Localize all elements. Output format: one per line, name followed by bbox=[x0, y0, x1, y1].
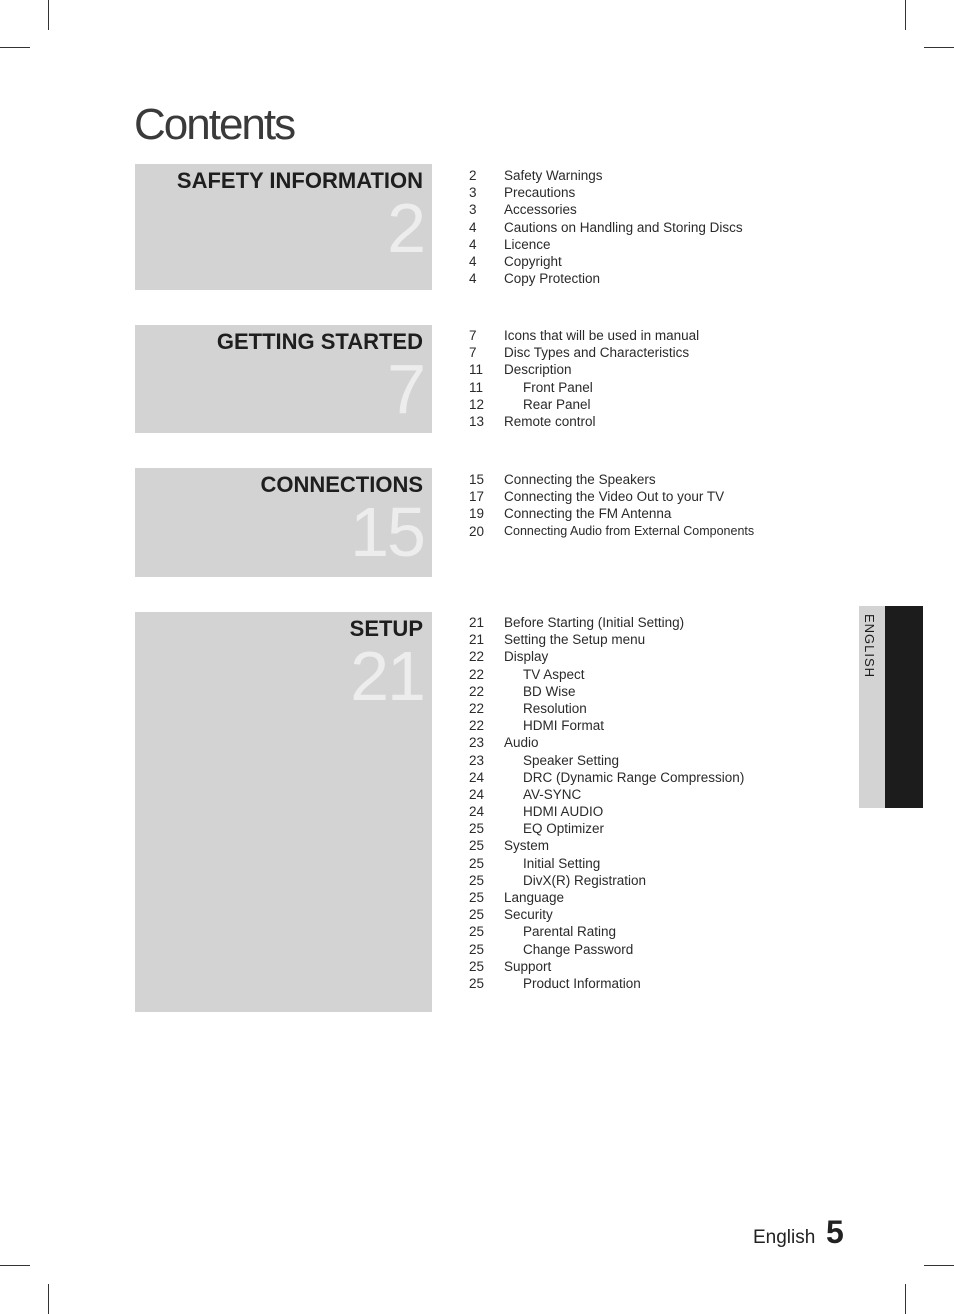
crop-mark bbox=[48, 0, 49, 30]
toc-entry bbox=[469, 413, 829, 430]
crop-mark bbox=[905, 0, 906, 30]
toc-page-number: 7 bbox=[469, 328, 477, 343]
toc-list-setup bbox=[469, 614, 829, 992]
toc-entry-label: Connecting the Speakers bbox=[504, 472, 656, 487]
toc-page-number: 3 bbox=[469, 185, 477, 201]
side-tab-label: ENGLISH bbox=[862, 614, 877, 679]
toc-entry-label: Audio bbox=[504, 735, 539, 751]
toc-entry-label: Speaker Setting bbox=[523, 752, 620, 768]
toc-entry bbox=[469, 184, 829, 201]
toc-entry-label: Before Starting (Initial Setting) bbox=[504, 615, 685, 630]
toc-entry bbox=[469, 717, 829, 734]
toc-entry-label: HDMI AUDIO bbox=[523, 804, 604, 820]
toc-page-number: 20 bbox=[469, 523, 485, 539]
toc-entry bbox=[469, 734, 829, 751]
toc-entry bbox=[469, 941, 829, 958]
toc-entry bbox=[469, 648, 829, 665]
crop-mark bbox=[924, 1265, 954, 1266]
toc-entry bbox=[469, 820, 829, 837]
toc-entry-label: Description bbox=[504, 362, 572, 378]
toc-entry-label: Accessories bbox=[504, 202, 577, 218]
toc-entry-label: Product Information bbox=[523, 975, 641, 991]
toc-page-number: 4 bbox=[469, 236, 477, 252]
toc-page-number: 25 bbox=[469, 975, 485, 991]
toc-page-number: 22 bbox=[469, 718, 485, 734]
toc-entry-label: System bbox=[504, 838, 550, 854]
toc-page-number: 21 bbox=[469, 632, 485, 648]
toc-page-number: 25 bbox=[469, 855, 485, 871]
toc-page-number: 25 bbox=[469, 872, 485, 888]
toc-page-number: 4 bbox=[469, 253, 477, 269]
toc-entry-label: Language bbox=[504, 890, 565, 905]
crop-mark bbox=[0, 47, 30, 48]
section-box-getting-started bbox=[135, 325, 432, 433]
footer-page-number: 5 bbox=[826, 1214, 844, 1250]
toc-entry bbox=[469, 614, 829, 631]
section-number: 7 bbox=[387, 350, 424, 428]
toc-page-number: 21 bbox=[469, 615, 485, 630]
section-number: 21 bbox=[350, 637, 424, 715]
toc-entry-label: Rear Panel bbox=[523, 396, 591, 412]
toc-entry-label: Licence bbox=[504, 236, 551, 252]
toc-entry-label: Remote control bbox=[504, 413, 596, 429]
toc-page-number: 25 bbox=[469, 907, 485, 923]
toc-entry bbox=[469, 666, 829, 683]
toc-entry-label: Connecting the FM Antenna bbox=[504, 506, 672, 522]
toc-entry bbox=[469, 344, 829, 361]
toc-entry-label: Disc Types and Characteristics bbox=[504, 345, 690, 361]
toc-entry bbox=[469, 523, 829, 540]
toc-entry bbox=[469, 923, 829, 940]
toc-page-number: 19 bbox=[469, 506, 485, 522]
toc-page-number: 25 bbox=[469, 838, 485, 854]
toc-page-number: 25 bbox=[469, 821, 485, 837]
toc-page-number: 13 bbox=[469, 413, 485, 429]
toc-page-number: 15 bbox=[469, 472, 485, 487]
toc-entry bbox=[469, 855, 829, 872]
toc-page-number: 12 bbox=[469, 396, 485, 412]
toc-entry bbox=[469, 906, 829, 923]
toc-entry-label: AV-SYNC bbox=[523, 786, 582, 802]
toc-entry-label: Connecting Audio from External Components bbox=[504, 523, 755, 538]
toc-list-connections bbox=[469, 471, 829, 540]
section-heading: SETUP bbox=[349, 616, 423, 641]
toc-entry bbox=[469, 488, 829, 505]
toc-entry bbox=[469, 167, 829, 184]
toc-entry-label: Safety Warnings bbox=[504, 168, 603, 183]
toc-entry bbox=[469, 837, 829, 854]
toc-entry bbox=[469, 236, 829, 253]
toc-entry-label: HDMI Format bbox=[523, 718, 604, 734]
toc-entry-label: BD Wise bbox=[523, 683, 576, 699]
toc-entry bbox=[469, 396, 829, 413]
section-heading: SAFETY INFORMATION bbox=[176, 168, 423, 193]
toc-page-number: 23 bbox=[469, 735, 485, 751]
toc-entry bbox=[469, 361, 829, 378]
side-tab-dark-band bbox=[885, 606, 923, 808]
toc-entry bbox=[469, 201, 829, 218]
toc-list-getting-started bbox=[469, 327, 829, 430]
toc-page-number: 7 bbox=[469, 345, 477, 361]
toc-page-number: 24 bbox=[469, 769, 485, 785]
section-heading: GETTING STARTED bbox=[216, 329, 423, 354]
toc-page-number: 22 bbox=[469, 700, 485, 716]
toc-entry-label: Support bbox=[504, 958, 552, 974]
toc-entry bbox=[469, 700, 829, 717]
toc-page-number: 23 bbox=[469, 752, 485, 768]
toc-page-number: 2 bbox=[469, 168, 477, 183]
toc-entry bbox=[469, 889, 829, 906]
toc-page-number: 22 bbox=[469, 683, 485, 699]
toc-page-number: 25 bbox=[469, 941, 485, 957]
toc-entry-label: Initial Setting bbox=[523, 855, 601, 871]
toc-entry bbox=[469, 379, 829, 396]
toc-entry-label: Precautions bbox=[504, 185, 576, 201]
toc-entry bbox=[469, 683, 829, 700]
toc-entry bbox=[469, 253, 829, 270]
toc-entry bbox=[469, 769, 829, 786]
toc-page-number: 24 bbox=[469, 786, 485, 802]
toc-page-number: 25 bbox=[469, 890, 485, 905]
page-title: Contents bbox=[134, 100, 295, 149]
toc-entry bbox=[469, 631, 829, 648]
section-number: 15 bbox=[350, 493, 424, 571]
toc-entry-label: Parental Rating bbox=[523, 924, 617, 940]
section-number: 2 bbox=[387, 189, 424, 267]
toc-entry-label: EQ Optimizer bbox=[523, 821, 605, 837]
toc-page-number: 22 bbox=[469, 666, 485, 682]
toc-entry bbox=[469, 975, 829, 992]
section-box-safety-information bbox=[135, 164, 432, 290]
toc-entry-label: DRC (Dynamic Range Compression) bbox=[523, 769, 745, 785]
toc-page-number: 25 bbox=[469, 958, 485, 974]
toc-entry-label: Display bbox=[504, 649, 549, 665]
toc-entry-label: Setting the Setup menu bbox=[504, 632, 646, 648]
language-side-tab bbox=[859, 606, 923, 808]
toc-page-number: 25 bbox=[469, 924, 485, 940]
toc-entry bbox=[469, 958, 829, 975]
toc-list-safety-information bbox=[469, 167, 829, 287]
crop-mark bbox=[0, 1265, 30, 1266]
toc-page-number: 3 bbox=[469, 202, 477, 218]
toc-entry-label: Change Password bbox=[523, 941, 634, 957]
section-heading: CONNECTIONS bbox=[260, 472, 423, 497]
toc-page-number: 17 bbox=[469, 489, 485, 505]
toc-entry-label: Resolution bbox=[523, 700, 587, 716]
toc-entry bbox=[469, 505, 829, 522]
toc-page-number: 11 bbox=[469, 379, 484, 395]
toc-entry-label: TV Aspect bbox=[523, 666, 585, 682]
toc-entry-label: Copyright bbox=[504, 253, 562, 269]
footer-language: English bbox=[753, 1227, 816, 1248]
toc-entry bbox=[469, 270, 829, 287]
crop-mark bbox=[924, 47, 954, 48]
toc-entry bbox=[469, 786, 829, 803]
toc-entry bbox=[469, 471, 829, 488]
section-box-connections bbox=[135, 468, 432, 577]
toc-entry bbox=[469, 219, 829, 236]
toc-page-number: 4 bbox=[469, 219, 477, 235]
toc-entry-label: DivX(R) Registration bbox=[523, 872, 647, 888]
toc-entry-label: Cautions on Handling and Storing Discs bbox=[504, 219, 743, 235]
toc-entry-label: Icons that will be used in manual bbox=[504, 328, 700, 343]
toc-entry-label: Copy Protection bbox=[504, 271, 601, 287]
toc-page-number: 11 bbox=[469, 362, 484, 378]
toc-entry-label: Connecting the Video Out to your TV bbox=[504, 489, 725, 505]
toc-page-number: 4 bbox=[469, 271, 477, 287]
toc-page-number: 22 bbox=[469, 649, 485, 665]
section-box-setup bbox=[135, 612, 432, 1012]
toc-page-number: 24 bbox=[469, 804, 485, 820]
crop-mark bbox=[905, 1284, 906, 1314]
toc-entry bbox=[469, 752, 829, 769]
toc-entry-label: Front Panel bbox=[523, 379, 593, 395]
toc-entry-label: Security bbox=[504, 907, 553, 923]
crop-mark bbox=[48, 1284, 49, 1314]
toc-entry bbox=[469, 803, 829, 820]
toc-entry bbox=[469, 872, 829, 889]
toc-entry bbox=[469, 327, 829, 344]
